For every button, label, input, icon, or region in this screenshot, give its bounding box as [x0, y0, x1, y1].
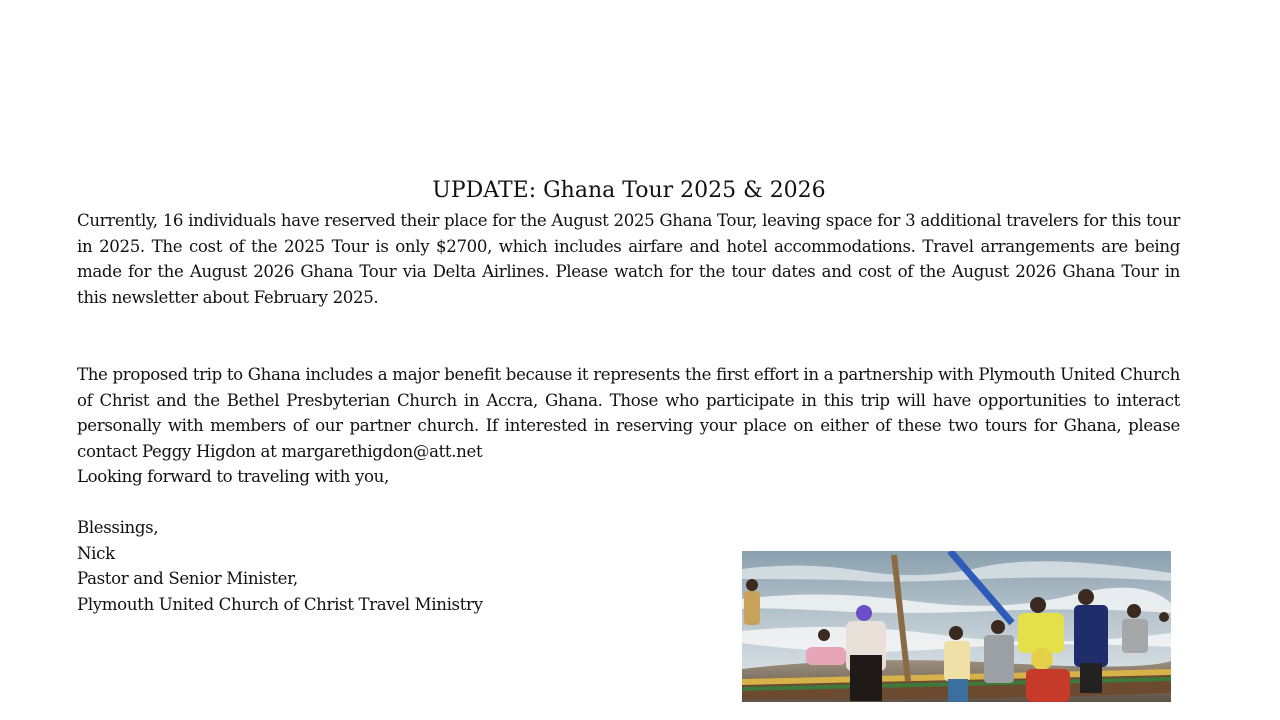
closing-line: Looking forward to traveling with you,	[77, 467, 389, 486]
signature-organization: Plymouth United Church of Christ Travel Ministry	[77, 594, 483, 614]
paragraph-partnership: The proposed trip to Ghana includes a major benefit because it represents the first effort in a partnership with Plymouth United Church of Christ and the Bethel Presbyterian Church in Accra, Ghana. Those who participate in this trip will have opportunities to interact personally with members of our partner church. If interested in reserving your place on either of these two tours for Ghana, please contact Peggy Higdon at margarethigdon@att.net	[77, 365, 1180, 461]
paragraph-tour-status: Currently, 16 individuals have reserved their place for the August 2025 Ghana Tour, leaving space for 3 additional travelers for this tour in 2025. The cost of the 2025 Tour is only $2700, which includes airfare and hotel accommodations. Travel arrangements are being made for the August 2026 Ghana Tour via Delta Airlines. Please watch for the tour dates and cost of the August 2026 Ghana Tour in this newsletter about February 2025.	[77, 211, 1180, 307]
signature-name: Nick	[77, 543, 115, 563]
signature-salutation: Blessings,	[77, 518, 159, 537]
signature-role: Pastor and Senior Minister,	[77, 569, 298, 588]
beach-scene-image	[742, 551, 1171, 702]
ghana-beach-photo	[742, 551, 1171, 702]
page-title: UPDATE: Ghana Tour 2025 & 2026	[432, 178, 826, 203]
signature-block	[77, 515, 483, 617]
